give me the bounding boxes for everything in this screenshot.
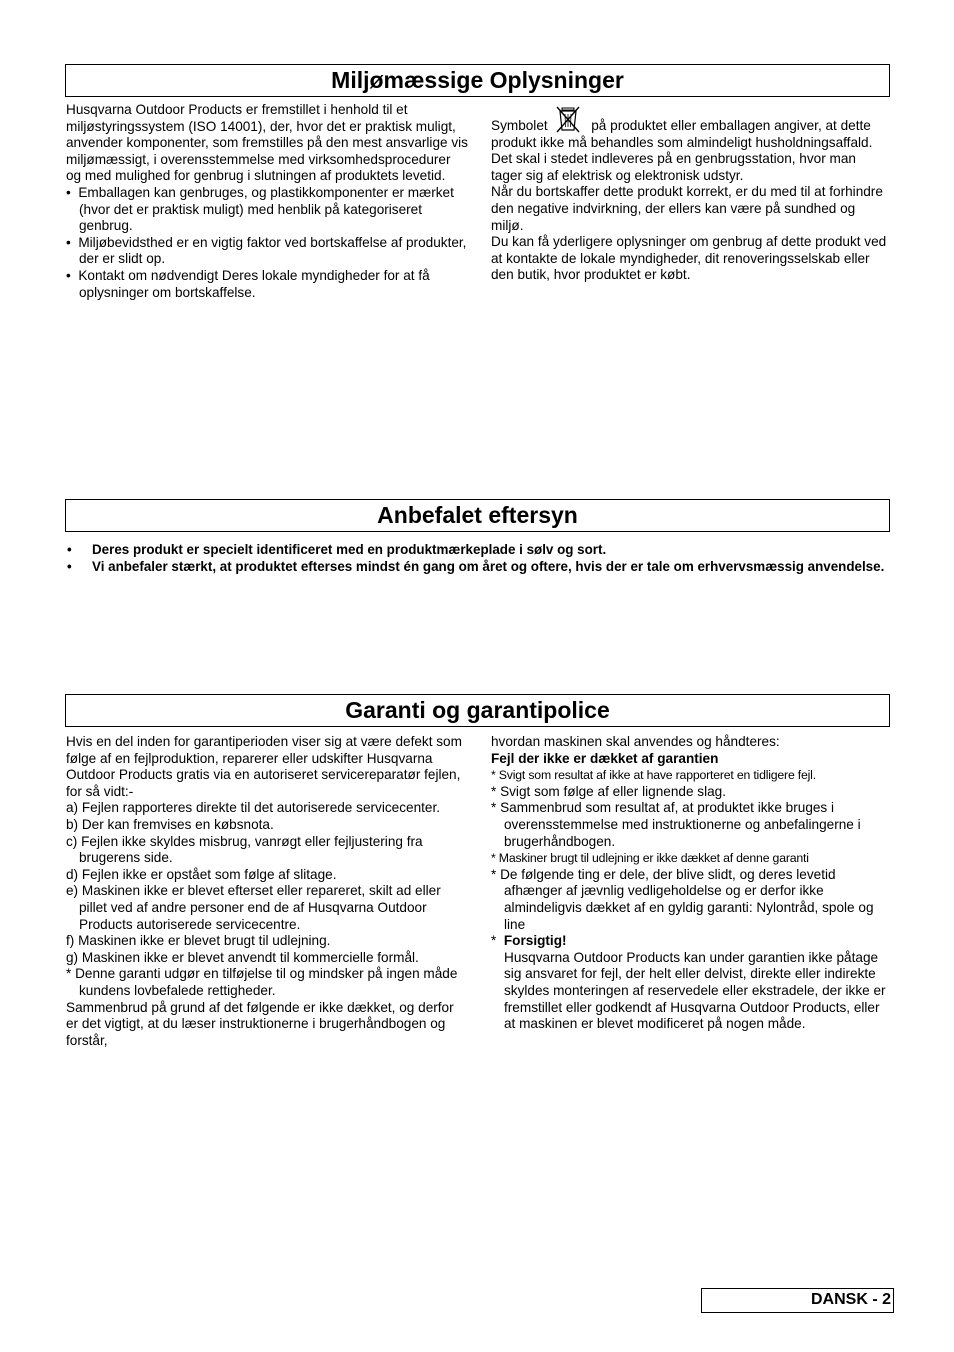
warranty-closing: Sammenbrud på grund af det følgende er ikke dækket, og derfor er det vigtigt, at du læser instruktionerne i brugerhåndbogen og forstår, xyxy=(66,999,454,1048)
not-covered-item: * Sammenbrud som resultat af, at produktet ikke bruges i overensstemmelse med instruktionerne og anbefalingerne i brugerhåndbogen. xyxy=(491,800,861,849)
weee-paragraph: Symbolet på produktet eller emballagen angiver, at dette produkt ikke må behandles som almindeligt husholdningsaffald. Det skal i stedet indleveres på en genbrugsstation, hvor man tager sig af elektrisk og elektronisk udstyr. xyxy=(491,118,889,184)
not-covered-item: * Maskiner brugt til udlejning er ikke dækket af denne garanti xyxy=(491,851,809,866)
env-bullet: • Miljøbevidsthed er en vigtig faktor ved bortskaffelse af produkter, der er slidt op. xyxy=(66,234,467,267)
page-number: DANSK - 2 xyxy=(701,1288,894,1313)
service-list xyxy=(65,541,890,575)
env-section-title: Miljømæssige Oplysninger xyxy=(65,64,890,97)
warranty-condition: a) Fejlen rapporteres direkte til det autoriserede servicecenter. xyxy=(66,800,441,816)
warranty-section-title: Garanti og garantipolice xyxy=(65,694,890,727)
env-right-paragraph: Du kan få yderligere oplysninger om genbrug af dette produkt ved at kontakte de lokale myndigheder, dit renoveringsselskab eller den butik, hvor produktet er købt. xyxy=(491,234,887,283)
warranty-right-intro: hvordan maskinen skal anvendes og håndteres: xyxy=(491,734,780,749)
not-covered-item: * Svigt som følge af eller lignende slag. xyxy=(491,783,726,799)
caution-heading: * Forsigtig! xyxy=(491,933,567,949)
not-covered-heading: Fejl der ikke er dækket af garantien xyxy=(491,750,719,766)
warranty-condition: d) Fejlen ikke er opstået som følge af slitage. xyxy=(66,866,337,882)
env-bullet: • Kontakt om nødvendigt Deres lokale myndigheder for at få oplysninger om bortskaffelse. xyxy=(66,267,430,300)
list-item: • Vi anbefaler stærkt, at produktet efterses mindst én gang om året og oftere, hvis der er tale om erhvervsmæssig anvendelse. xyxy=(67,559,885,575)
env-right-paragraph: Når du bortskaffer dette produkt korrekt, er du med til at forhindre den negative indvirkning, der ellers kan være på sundhed og miljø. xyxy=(491,184,883,233)
warranty-condition: c) Fejlen ikke skyldes misbrug, vanrøgt eller fejljustering fra brugerens side. xyxy=(66,833,423,866)
not-covered-item: * De følgende ting er dele, der blive slidt, og deres levetid afhænger af jævnlig vedligeholdelse og er derfor ikke almindeligvis dækket af en gyldig garanti: Nylontråd, spole og line xyxy=(491,866,874,932)
list-item: • Deres produkt er specielt identificeret med en produktmærkeplade i sølv og sort. xyxy=(67,542,607,557)
warranty-condition: g) Maskinen ikke er blevet anvendt til kommercielle formål. xyxy=(66,949,419,965)
warranty-condition: b) Der kan fremvises en købsnota. xyxy=(66,816,274,832)
warranty-left-column xyxy=(66,734,468,1049)
env-intro: Husqvarna Outdoor Products er fremstillet i henhold til et miljøstyringssystem (ISO 14001), der, hvor det er praktisk muligt, anvender komponenter, som fremstilles på den mest ansvarlige vis miljømæssigt, i overensstemmelse med virksomhedsprocedurer og med mulighed for genbrug i slutningen af produktets levetid. xyxy=(66,102,468,184)
warranty-intro: Hvis en del inden for garantiperioden viser sig at være defekt som følge af en fejlproduktion, reparerer eller udskifter Husqvarna Outdoor Products gratis via en autoriseret servicereparatør fejlen, for så vidt:- xyxy=(66,734,462,799)
env-bullet: • Emballagen kan genbruges, og plastikkomponenter er mærket (hvor det er praktisk muligt) med henblik på kategoriseret genbrug. xyxy=(66,184,454,234)
warranty-condition: f) Maskinen ikke er blevet brugt til udlejning. xyxy=(66,933,331,949)
warranty-right-column xyxy=(491,734,889,1033)
env-right-column xyxy=(491,118,889,284)
env-left-column xyxy=(66,102,468,301)
caution-text: Husqvarna Outdoor Products kan under garantien ikke påtage sig ansvaret for fejl, der helt eller delvist, direkte eller indirekte skyldes monteringen af reservedele eller ekstradele, der ikke er fremstillet eller godkendt af Husqvarna Outdoor Products, eller at maskinen er blevet modificeret på nogen måde. xyxy=(504,949,886,1032)
crossed-out-bin-icon xyxy=(553,104,583,134)
not-covered-item: * Svigt som resultat af ikke at have rapporteret en tidligere fejl. xyxy=(491,768,816,783)
warranty-note: * Denne garanti udgør en tilføjelse til og mindsker på ingen måde kundens lovbefalede rettigheder. xyxy=(66,966,458,998)
service-section-title: Anbefalet eftersyn xyxy=(65,499,890,532)
warranty-condition: e) Maskinen ikke er blevet efterset eller repareret, skilt ad eller pillet ved af andre personer end de af Husqvarna Outdoor Products autoriserede servicecentre. xyxy=(66,883,441,932)
